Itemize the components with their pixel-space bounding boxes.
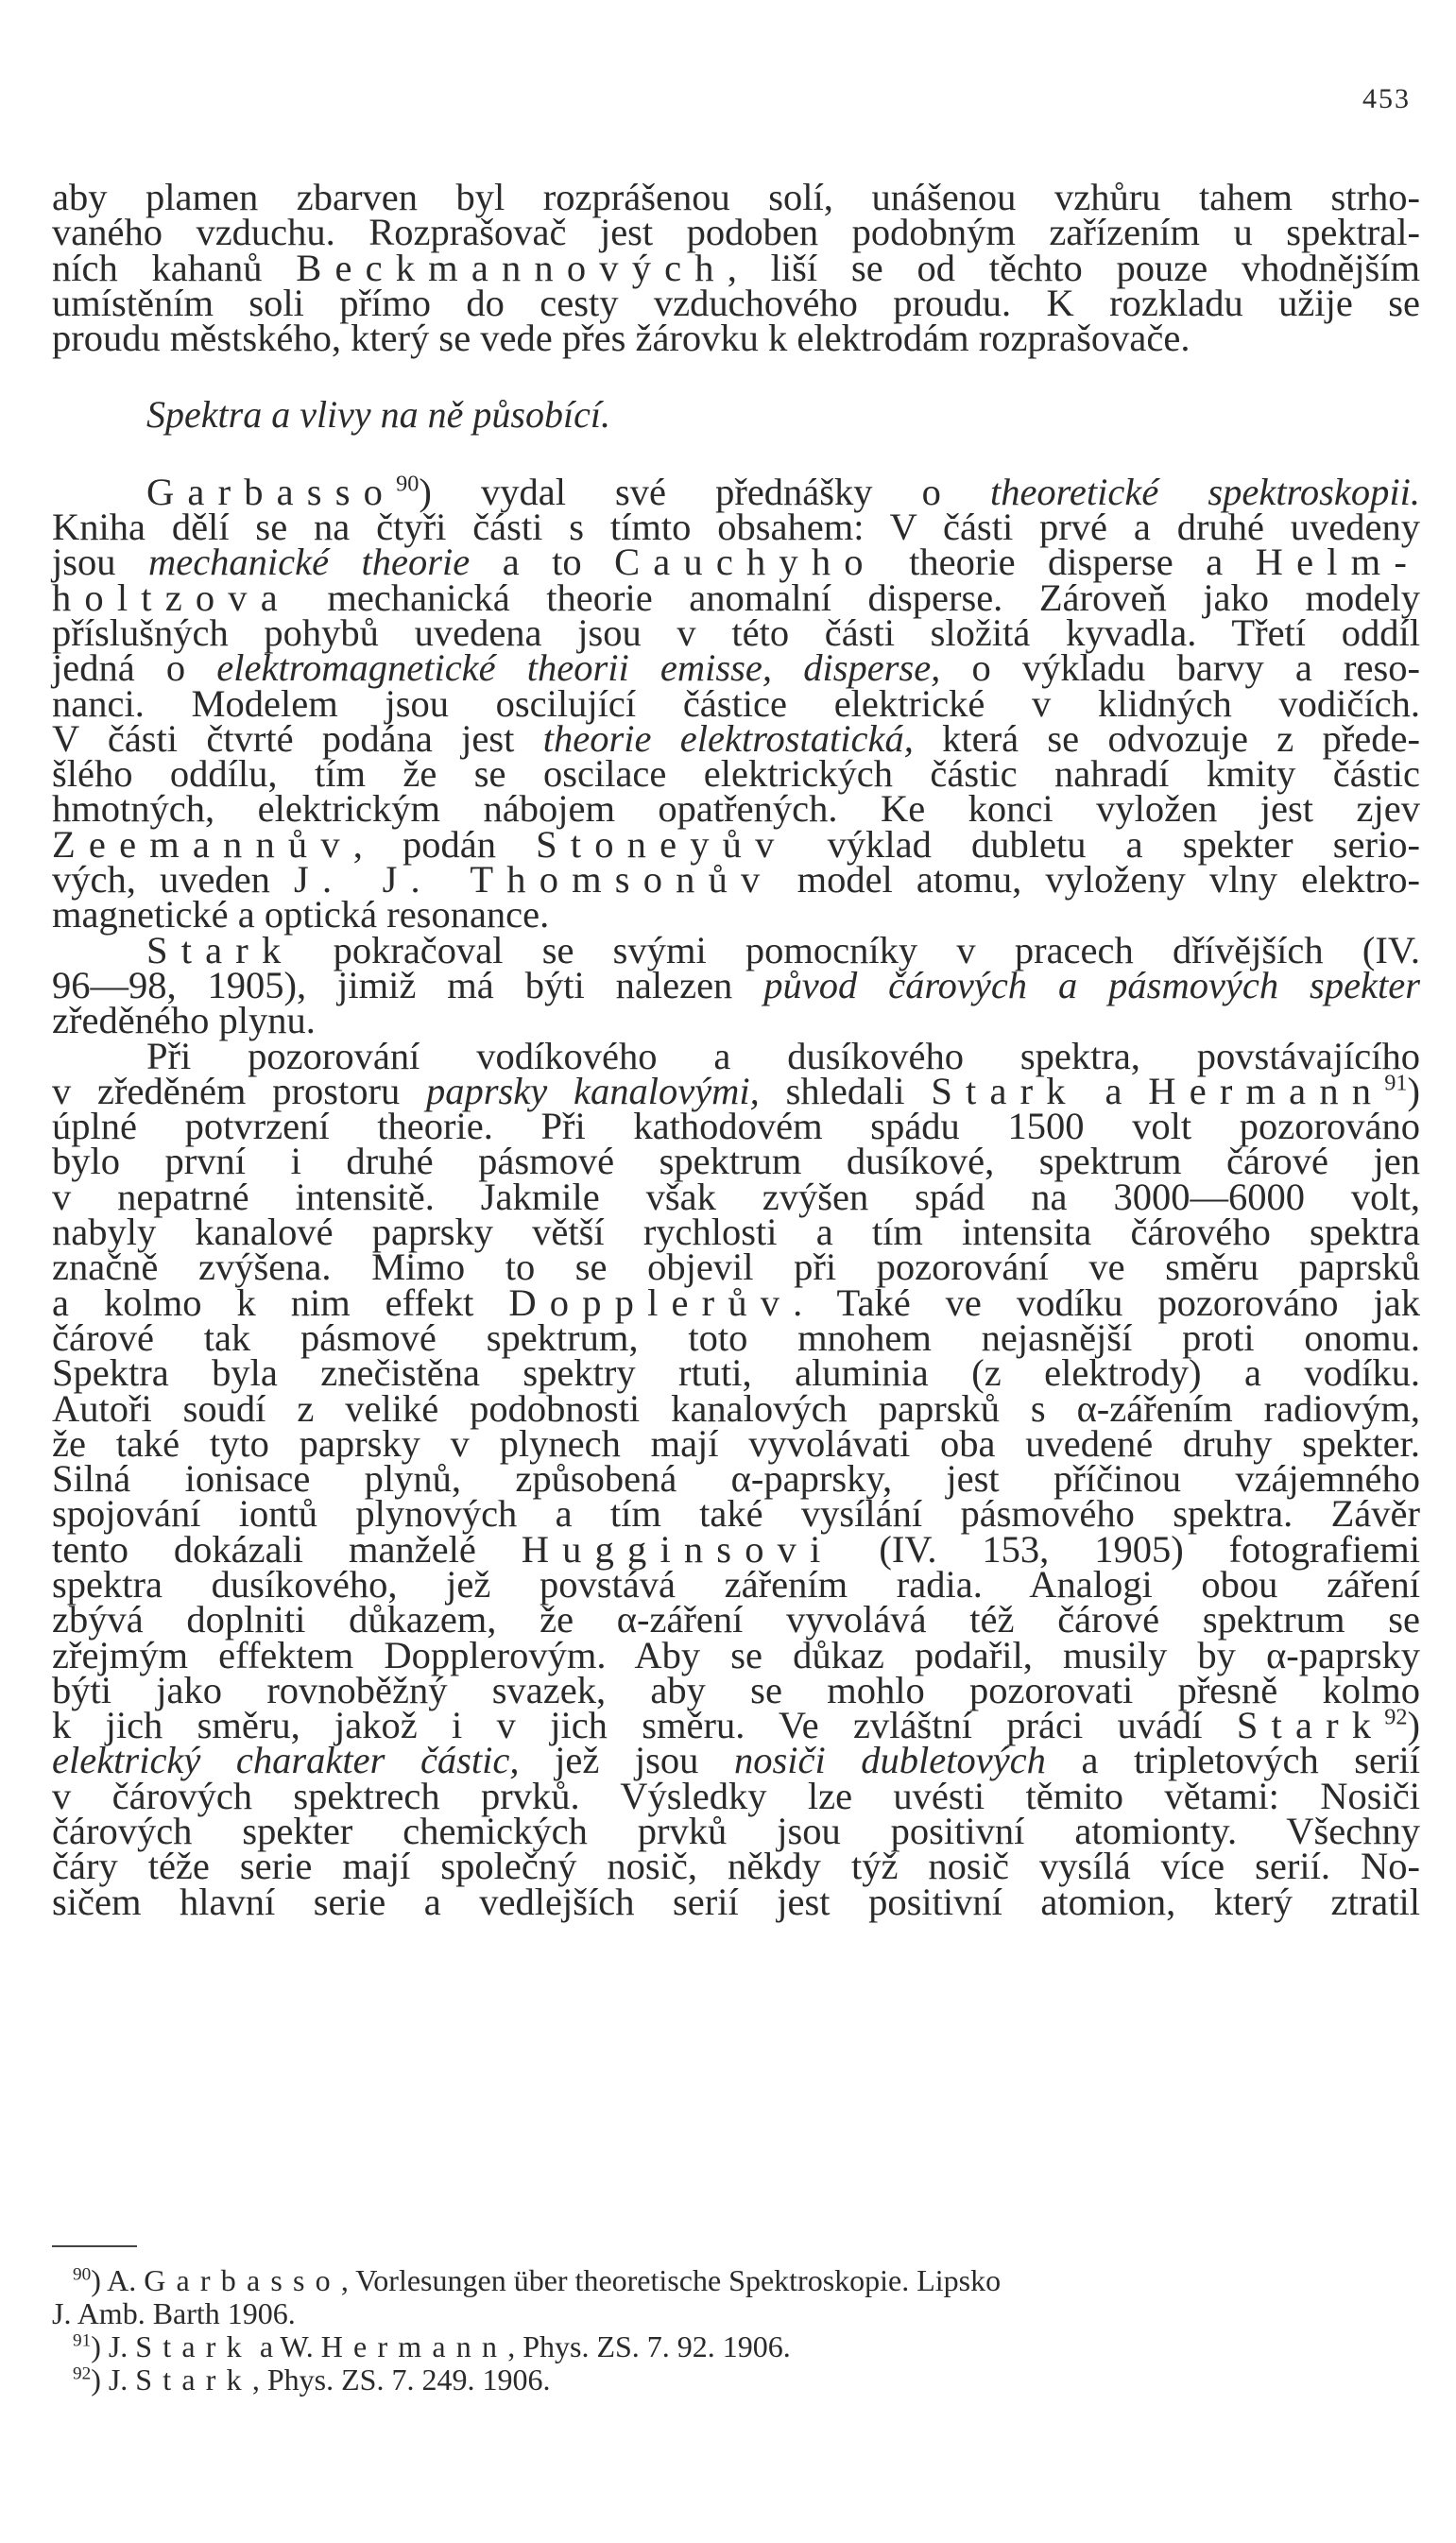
text-span: pokračoval se svými pomocníky v pracech dřívějších (IV. xyxy=(294,928,1420,971)
text-line: zbývá doplniti důkazem, že α-záření vyvolává též čárové spektrum se xyxy=(52,1598,1420,1641)
text-span: a kolmo k nim effekt xyxy=(52,1280,509,1324)
text-line xyxy=(52,822,1420,866)
name-zeemann: Zeemannův xyxy=(52,822,353,866)
name-stoney: Stoneyův xyxy=(536,822,788,866)
text-span: , Vorlesungen über theoretische Spektroskopie. Lipsko xyxy=(340,2263,1002,2297)
text-span: a W. xyxy=(251,2329,321,2363)
text-line xyxy=(52,716,1420,760)
text-line: zředěného plynu. xyxy=(52,999,316,1042)
name-huggins: Hugginsovi xyxy=(521,1527,834,1571)
footnote-92 xyxy=(52,2363,1420,2397)
text-line: zřejmým effektem Dopplerovým. Aby se důkaz podařil, musily by α-paprsky xyxy=(52,1633,1420,1676)
footnote-90 xyxy=(52,2264,1420,2297)
name-stark: Stark xyxy=(135,2329,252,2363)
footnote-mark: 92 xyxy=(73,2363,92,2384)
text-line: čárových spekter chemických prvků jsou positivní atomionty. Všechny xyxy=(52,1810,1420,1853)
name-hermann: Hermann xyxy=(1148,1069,1385,1112)
text-span: jedná o xyxy=(52,646,217,690)
text-line xyxy=(52,1069,1420,1112)
text-line: ních kahanů Beckmannových, liší se od těchto pouze vhodnějším xyxy=(52,246,1420,289)
text-line xyxy=(52,646,1420,690)
text-span: která se odvozuje z přede- xyxy=(913,716,1420,760)
text-span: jež jsou xyxy=(519,1739,734,1782)
footnote-ref: 90 xyxy=(396,471,420,497)
text-span: V části čtvrté podána jest xyxy=(52,716,543,760)
text-line: příslušných pohybů uvedena jsou v této části složitá kyvadla. Třetí oddíl xyxy=(52,610,1420,654)
text-line: sičem hlavní serie a vedlejších serií jest positivní atomion, který ztratil xyxy=(52,1880,1420,1923)
text-line: bylo první i druhé pásmové spektrum dusíkové, spektrum čárové jen xyxy=(52,1140,1420,1183)
footnote-90-cont: J. Amb. Barth 1906. xyxy=(52,2296,296,2330)
text-line: v nepatrné intensitě. Jakmile však zvýšen spád na 3000—6000 volt, xyxy=(52,1175,1420,1218)
text-span: ) xyxy=(1407,1069,1420,1112)
name-stark: Stark xyxy=(1236,1704,1385,1747)
text-line: nanci. Modelem jsou oscilující částice elektrické v klidných vodičích. xyxy=(52,681,1420,725)
italic-term: nosiči dubletových xyxy=(733,1739,1046,1782)
text-span: ) J. xyxy=(91,2329,136,2363)
text-span: (IV. 153, 1905) fotografiemi xyxy=(833,1527,1420,1571)
text-span: ) J. xyxy=(91,2363,136,2397)
text-line xyxy=(52,470,1420,513)
text-line: čáry téže serie mají společný nosič, někdy týž nosič vysílá více serií. No- xyxy=(52,1845,1420,1888)
text-span: shledali xyxy=(759,1069,932,1112)
text-line xyxy=(52,576,1420,619)
text-span: , Phys. ZS. 7. 92. 1906. xyxy=(507,2329,791,2363)
text-span: a tripletových serií xyxy=(1045,1739,1421,1782)
text-line: nabyly kanalové paprsky větší rychlosti a tím intensita čárového spektra xyxy=(52,1211,1420,1254)
text-span: jsou xyxy=(52,541,148,584)
text-span: . Také ve vodíku pozorováno jak xyxy=(793,1280,1421,1324)
footnote-rule xyxy=(52,2245,137,2247)
italic-term: paprsky kanalovými, xyxy=(425,1069,760,1112)
text-line xyxy=(52,928,1420,971)
paragraph-2 xyxy=(52,470,1420,936)
text-span: ) xyxy=(1407,1704,1420,1747)
text-line: proudu městského, který se vede přes žárovku k elektrodám rozprašovače. xyxy=(52,317,1190,360)
text-line xyxy=(52,1527,1420,1571)
footnote-ref: 92 xyxy=(1384,1704,1408,1730)
name-doppler: Dopplerův xyxy=(508,1280,794,1324)
text-line xyxy=(52,1739,1421,1782)
name-stark: Stark xyxy=(135,2363,252,2397)
text-line xyxy=(52,1704,1420,1747)
text-line: umístěním soli přímo do cesty vzduchového proudu. K rozkladu užije se xyxy=(52,281,1420,324)
footnotes xyxy=(52,2264,1420,2397)
text-line: Při pozorování vodíkového a dusíkového spektra, povstávajícího xyxy=(146,1034,1420,1077)
name-garbasso: Garbasso xyxy=(146,470,397,513)
text-line: aby plamen zbarven byl rozprášenou solí, unášenou vzhůru tahem strho- xyxy=(52,176,1420,218)
text-line: spektra dusíkového, jež povstává zářením radia. Analogi obou záření xyxy=(52,1562,1420,1606)
name-thomson: J. J. Thomsonův xyxy=(294,858,774,902)
text-line: šlého oddílu, tím že se oscilace elektrických částic nahradí kmity částic xyxy=(52,752,1420,796)
name-stark: Stark xyxy=(931,1069,1079,1112)
text-span: mechanická theorie anomalní disperse. Zároveň jako modely xyxy=(290,576,1420,619)
name-garbasso: Garbasso xyxy=(144,2263,341,2297)
text-line: hmotných, elektrickým nábojem opatřených. Ke konci vyložen jest zjev xyxy=(52,787,1420,831)
text-line: že také tyto paprsky v plynech mají vyvolávati oba uvedené druhy spekter. xyxy=(52,1421,1420,1465)
text-line: značně zvýšena. Mimo to se objevil při pozorování ve směru paprsků xyxy=(52,1246,1420,1289)
paragraph-1 xyxy=(52,176,1420,360)
text-line: magnetické a optická resonance. xyxy=(52,893,550,936)
section-heading: Spektra a vlivy na ně působící. xyxy=(146,393,610,437)
text-line xyxy=(52,541,1420,584)
text-line: Autoři soudí z veliké podobnosti kanalových paprsků s α-zářením radiovým, xyxy=(52,1386,1420,1430)
footnote-91 xyxy=(52,2330,1420,2363)
text-span: tento dokázali manželé xyxy=(52,1527,522,1571)
italic-term: mechanické theorie xyxy=(147,541,471,584)
name-cauchy: Cauchyho xyxy=(614,541,877,584)
text-line: spojování iontů plynových a tím také vysílání pásmového spektra. Závěr xyxy=(52,1492,1420,1536)
text-span: , podán xyxy=(352,822,537,866)
text-span: , Phys. ZS. 7. 249. 1906. xyxy=(251,2363,551,2397)
text-span: výklad dubletu a spekter serio- xyxy=(787,822,1420,866)
paragraph-4 xyxy=(52,1034,1421,1923)
page-number: 453 xyxy=(1362,83,1411,114)
italic-term: elektrický charakter částic, xyxy=(52,1739,520,1782)
name-helmholtz: Helm- xyxy=(1255,541,1420,584)
name-hermann: Hermann xyxy=(320,2329,508,2363)
italic-term: theorie elektrostatická, xyxy=(542,716,914,760)
text-line xyxy=(52,963,1421,1006)
text-span: theorie disperse a xyxy=(876,541,1256,584)
footnote-ref: 91 xyxy=(1384,1070,1408,1096)
text-span: v zředěném prostoru xyxy=(52,1069,426,1112)
footnote-mark: 90 xyxy=(73,2264,92,2285)
italic-term: elektromagnetické theorii emisse, disperse, xyxy=(216,646,941,690)
text-line: čárové tak pásmové spektrum, toto mnohem nejasnější proti onomu. xyxy=(52,1315,1420,1359)
name-beckmann: Beckmannových xyxy=(296,246,728,289)
text-span: ) A. xyxy=(91,2263,145,2297)
text-span: vých, uveden xyxy=(52,858,295,902)
text-line: v čárových spektrech prvků. Výsledky lze uvésti těmito větami: Nosiči xyxy=(52,1774,1420,1817)
text-line: Kniha dělí se na čtyři části s tímto obsahem: V části prvé a druhé uvedeny xyxy=(52,506,1420,549)
text-line: Silná ionisace plynů, způsobená α-paprsky, jest příčinou vzájemného xyxy=(52,1457,1420,1501)
text-span: model atomu, vyloženy vlny elektro- xyxy=(773,858,1420,902)
text-span: a xyxy=(1078,1069,1149,1112)
text-line xyxy=(52,858,1420,902)
paragraph-3 xyxy=(52,928,1421,1042)
text-line: Spektra byla znečistěna spektry rtuti, aluminia (z elektrody) a vodíku. xyxy=(52,1351,1420,1395)
name-stark: Stark xyxy=(146,928,295,971)
text-span: 96—98, 1905), jimiž má býti nalezen xyxy=(52,963,764,1006)
italic-term: původ čárových a pásmových spekter xyxy=(763,963,1421,1006)
text-span: o výkladu barvy a reso- xyxy=(940,646,1420,690)
text-span: k jich směru, jakož i v jich směru. Ve zvláštní práci uvádí xyxy=(52,1704,1237,1747)
text-line xyxy=(52,1280,1421,1324)
text-span: a to xyxy=(470,541,615,584)
text-line: býti jako rovnoběžný svazek, aby se mohlo pozorovati přesně kolmo xyxy=(52,1668,1420,1711)
text-span: ) vydal své přednášky o xyxy=(419,470,990,513)
footnote-mark: 91 xyxy=(73,2330,92,2351)
text-line: úplné potvrzení theorie. Při kathodovém spádu 1500 volt pozorováno xyxy=(52,1105,1420,1148)
text-line: vaného vzduchu. Rozprašovač jest podoben podobným zařízením u spektral- xyxy=(52,211,1420,254)
body-text xyxy=(52,176,1421,1923)
italic-term: theoretické spektroskopii. xyxy=(989,470,1420,513)
name-helmholtz-cont: holtzova xyxy=(52,576,291,619)
